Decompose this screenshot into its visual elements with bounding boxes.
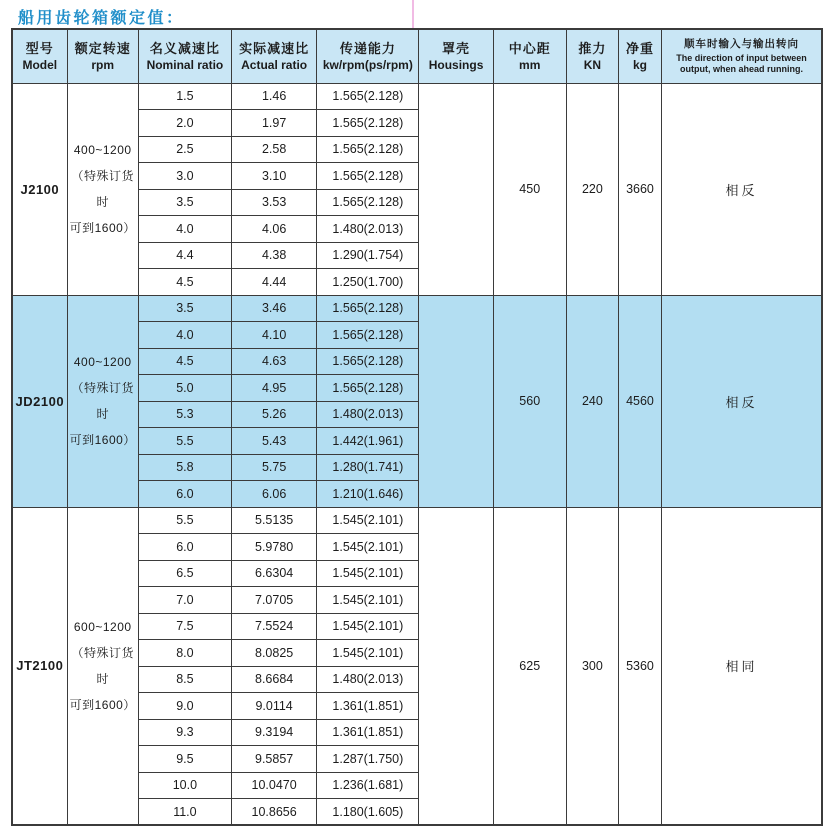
actual-ratio-cell: 10.8656	[232, 799, 317, 826]
actual-ratio-cell: 3.53	[232, 189, 317, 216]
rpm-cell	[67, 507, 138, 825]
nominal-ratio-cell: 6.5	[138, 560, 231, 587]
column-header-direction	[662, 29, 822, 83]
actual-ratio-cell: 8.6684	[232, 666, 317, 693]
column-header-thrust	[566, 29, 618, 83]
nominal-ratio-cell: 4.0	[138, 216, 231, 243]
header-housings-en: Housings	[428, 58, 484, 73]
header-direction-en: The direction of input between output, when ahead running.	[676, 52, 807, 74]
center-distance-cell: 450	[493, 83, 566, 295]
capacity-cell: 1.480(2.013)	[317, 401, 419, 428]
nominal-ratio-cell: 9.5	[138, 746, 231, 773]
header-actual-zh: 实际减速比	[239, 40, 310, 56]
capacity-cell: 1.565(2.128)	[317, 110, 419, 137]
capacity-cell: 1.361(1.851)	[317, 693, 419, 720]
nominal-ratio-cell: 9.0	[138, 693, 231, 720]
nominal-ratio-cell: 5.3	[138, 401, 231, 428]
capacity-cell: 1.210(1.646)	[317, 481, 419, 508]
header-actual-en: Actual ratio	[241, 58, 308, 73]
header-model-zh: 型号	[25, 40, 54, 56]
page-title: 船用齿轮箱额定值：	[18, 10, 185, 27]
center-distance-cell: 560	[493, 295, 566, 507]
actual-ratio-cell: 4.44	[232, 269, 317, 296]
header-center-distance-en: mm	[519, 58, 541, 73]
nominal-ratio-cell: 9.3	[138, 719, 231, 746]
nominal-ratio-cell: 4.0	[138, 322, 231, 349]
column-header-housings	[419, 29, 493, 83]
net-weight-cell: 3660	[618, 83, 661, 295]
thrust-cell: 220	[566, 83, 618, 295]
actual-ratio-cell: 1.46	[232, 83, 317, 110]
capacity-cell: 1.545(2.101)	[317, 613, 419, 640]
rpm-line: 400~1200	[73, 143, 132, 157]
capacity-cell: 1.565(2.128)	[317, 163, 419, 190]
nominal-ratio-cell: 2.5	[138, 136, 231, 163]
header-net-weight-en: kg	[632, 58, 647, 73]
direction-cell: 相反	[662, 295, 822, 507]
actual-ratio-cell: 9.0114	[232, 693, 317, 720]
actual-ratio-cell: 10.0470	[232, 772, 317, 799]
header-capacity-en: kw/rpm(ps/rpm)	[322, 58, 413, 73]
rpm-cell	[67, 83, 138, 295]
actual-ratio-cell: 9.3194	[232, 719, 317, 746]
capacity-cell: 1.480(2.013)	[317, 216, 419, 243]
capacity-cell: 1.442(1.961)	[317, 428, 419, 455]
rpm-line: 400~1200	[73, 355, 132, 369]
actual-ratio-cell: 3.10	[232, 163, 317, 190]
housings-cell	[419, 507, 493, 825]
fold-guide-line	[412, 0, 414, 30]
rpm-line: （特殊订货时	[71, 645, 134, 686]
nominal-ratio-cell: 11.0	[138, 799, 231, 826]
nominal-ratio-cell: 6.0	[138, 481, 231, 508]
actual-ratio-cell: 5.5135	[232, 507, 317, 534]
column-header-net-weight	[618, 29, 661, 83]
capacity-cell: 1.545(2.101)	[317, 534, 419, 561]
nominal-ratio-cell: 2.0	[138, 110, 231, 137]
actual-ratio-cell: 5.43	[232, 428, 317, 455]
capacity-cell: 1.565(2.128)	[317, 189, 419, 216]
nominal-ratio-cell: 5.8	[138, 454, 231, 481]
capacity-cell: 1.480(2.013)	[317, 666, 419, 693]
actual-ratio-cell: 6.6304	[232, 560, 317, 587]
net-weight-cell: 5360	[618, 507, 661, 825]
nominal-ratio-cell: 5.5	[138, 428, 231, 455]
capacity-cell: 1.250(1.700)	[317, 269, 419, 296]
column-header-nominal-ratio	[138, 29, 231, 83]
header-thrust-zh: 推力	[578, 40, 607, 56]
capacity-cell: 1.565(2.128)	[317, 375, 419, 402]
header-row	[12, 29, 822, 83]
table-body	[12, 83, 822, 825]
table-row	[12, 295, 822, 322]
net-weight-cell: 4560	[618, 295, 661, 507]
header-model-en: Model	[22, 58, 58, 73]
capacity-cell: 1.565(2.128)	[317, 348, 419, 375]
capacity-cell: 1.280(1.741)	[317, 454, 419, 481]
actual-ratio-cell: 4.95	[232, 375, 317, 402]
actual-ratio-cell: 7.0705	[232, 587, 317, 614]
nominal-ratio-cell: 3.5	[138, 295, 231, 322]
model-cell: J2100	[12, 83, 67, 295]
direction-cell: 相同	[662, 507, 822, 825]
rpm-line: （特殊订货时	[71, 169, 134, 209]
column-header-capacity	[317, 29, 419, 83]
column-header-center-distance	[493, 29, 566, 83]
column-header-rpm	[67, 29, 138, 83]
nominal-ratio-cell: 3.0	[138, 163, 231, 190]
actual-ratio-cell: 9.5857	[232, 746, 317, 773]
capacity-cell: 1.545(2.101)	[317, 560, 419, 587]
capacity-cell: 1.565(2.128)	[317, 295, 419, 322]
capacity-cell: 1.361(1.851)	[317, 719, 419, 746]
actual-ratio-cell: 3.46	[232, 295, 317, 322]
rpm-line: 可到1600）	[69, 433, 136, 447]
header-net-weight-zh: 净重	[625, 40, 654, 56]
nominal-ratio-cell: 4.4	[138, 242, 231, 269]
capacity-cell: 1.545(2.101)	[317, 640, 419, 667]
column-header-actual-ratio	[232, 29, 317, 83]
capacity-cell: 1.545(2.101)	[317, 587, 419, 614]
nominal-ratio-cell: 10.0	[138, 772, 231, 799]
actual-ratio-cell: 8.0825	[232, 640, 317, 667]
housings-cell	[419, 295, 493, 507]
header-housings-zh: 罩壳	[442, 40, 471, 56]
capacity-cell: 1.565(2.128)	[317, 322, 419, 349]
direction-cell: 相反	[662, 83, 822, 295]
column-header-model	[12, 29, 67, 83]
header-center-distance-zh: 中心距	[508, 40, 551, 56]
thrust-cell: 300	[566, 507, 618, 825]
header-nominal-zh: 名义减速比	[149, 40, 220, 56]
nominal-ratio-cell: 8.5	[138, 666, 231, 693]
actual-ratio-cell: 4.38	[232, 242, 317, 269]
nominal-ratio-cell: 7.5	[138, 613, 231, 640]
actual-ratio-cell: 4.63	[232, 348, 317, 375]
ratings-table	[11, 28, 823, 826]
nominal-ratio-cell: 5.5	[138, 507, 231, 534]
table-row	[12, 83, 822, 110]
rpm-line: 可到1600）	[69, 697, 136, 712]
rpm-line: 600~1200	[73, 619, 132, 634]
model-cell: JT2100	[12, 507, 67, 825]
actual-ratio-cell: 5.9780	[232, 534, 317, 561]
nominal-ratio-cell: 4.5	[138, 269, 231, 296]
actual-ratio-cell: 2.58	[232, 136, 317, 163]
nominal-ratio-cell: 5.0	[138, 375, 231, 402]
capacity-cell: 1.180(1.605)	[317, 799, 419, 826]
rpm-line: （特殊订货时	[71, 381, 134, 421]
actual-ratio-cell: 5.26	[232, 401, 317, 428]
actual-ratio-cell: 1.97	[232, 110, 317, 137]
model-cell: JD2100	[12, 295, 67, 507]
table-header	[12, 29, 822, 83]
capacity-cell: 1.565(2.128)	[317, 136, 419, 163]
nominal-ratio-cell: 1.5	[138, 83, 231, 110]
header-rpm-zh: 额定转速	[74, 40, 131, 56]
header-capacity-zh: 传递能力	[339, 40, 396, 56]
actual-ratio-cell: 4.10	[232, 322, 317, 349]
rpm-cell	[67, 295, 138, 507]
nominal-ratio-cell: 3.5	[138, 189, 231, 216]
header-direction-zh: 顺车时输入与输出转向	[684, 38, 800, 51]
header-nominal-en: Nominal ratio	[146, 58, 224, 73]
table-row	[12, 507, 822, 534]
rpm-line: 可到1600）	[69, 221, 136, 235]
nominal-ratio-cell: 7.0	[138, 587, 231, 614]
actual-ratio-cell: 7.5524	[232, 613, 317, 640]
header-rpm-en: rpm	[91, 58, 115, 73]
thrust-cell: 240	[566, 295, 618, 507]
nominal-ratio-cell: 4.5	[138, 348, 231, 375]
actual-ratio-cell: 5.75	[232, 454, 317, 481]
nominal-ratio-cell: 8.0	[138, 640, 231, 667]
center-distance-cell: 625	[493, 507, 566, 825]
actual-ratio-cell: 6.06	[232, 481, 317, 508]
nominal-ratio-cell: 6.0	[138, 534, 231, 561]
housings-cell	[419, 83, 493, 295]
capacity-cell: 1.545(2.101)	[317, 507, 419, 534]
header-thrust-en: KN	[583, 58, 602, 73]
capacity-cell: 1.290(1.754)	[317, 242, 419, 269]
capacity-cell: 1.287(1.750)	[317, 746, 419, 773]
actual-ratio-cell: 4.06	[232, 216, 317, 243]
capacity-cell: 1.236(1.681)	[317, 772, 419, 799]
capacity-cell: 1.565(2.128)	[317, 83, 419, 110]
